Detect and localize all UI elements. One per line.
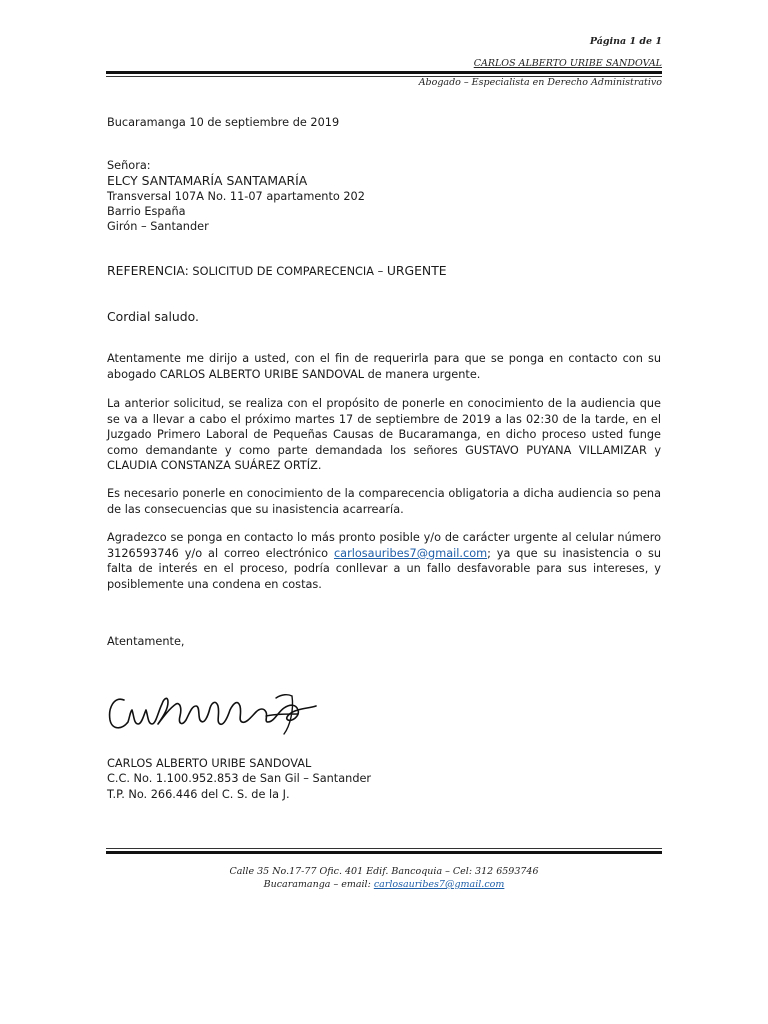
reference-label: REFERENCIA: <box>107 263 189 278</box>
greeting: Cordial saludo. <box>107 309 199 324</box>
signer-id: C.C. No. 1.100.952.853 de San Gil – Santander <box>107 772 372 785</box>
salutation: Señora: <box>107 159 151 172</box>
recipient-address-1: Transversal 107A No. 11-07 apartamento 202 <box>107 190 365 203</box>
footer-email-link[interactable]: carlosauribes7@gmail.com <box>373 879 505 890</box>
footer-email-line <box>106 879 662 890</box>
paragraph-4-end: ; ya que su inasistencia o su falta de interés en el proceso, podría conllevar a un fallo desfavorable para sus intereses, y posiblemente una condena en costas. <box>107 546 662 591</box>
handwritten-signature <box>106 686 326 736</box>
footer-divider-thin <box>106 848 662 849</box>
letterhead-title: Abogado – Especialista en Derecho Administrativo <box>418 77 662 88</box>
date-line: Bucaramanga 10 de septiembre de 2019 <box>107 116 340 129</box>
paragraph-4-start: Agradezco se ponga en contacto lo más pronto posible y/o de carácter urgente al celular número 3126593746 y/o al correo electrónico <box>107 531 661 560</box>
reference-urgent: URGENTE <box>386 263 447 278</box>
signer-professional-card: T.P. No. 266.446 del C. S. de la J. <box>107 788 290 801</box>
paragraph-3: Es necesario ponerle en conocimiento de la comparecencia obligatoria a dicha audiencia so pena de las consecuencias que su inasistencia acarrearía. <box>107 487 661 516</box>
recipient-address-3: Girón – Santander <box>107 220 209 233</box>
footer-divider <box>106 851 662 854</box>
paragraph-4 <box>107 530 661 592</box>
email-link[interactable]: carlosauribes7@gmail.com <box>333 546 488 560</box>
reference-line <box>107 263 447 279</box>
reference-text: SOLICITUD DE COMPARECENCIA – <box>188 265 387 278</box>
footer-address: Calle 35 No.17-77 Ofic. 401 Edif. Bancoquia – Cel: 312 6593746 <box>229 866 539 877</box>
footer-email-prefix: Bucaramanga – email: <box>263 879 374 890</box>
page-number: Página 1 de 1 <box>589 36 662 47</box>
closing: Atentamente, <box>107 635 185 648</box>
header-divider <box>106 71 662 74</box>
paragraph-2: La anterior solicitud, se realiza con el propósito de ponerle en conocimiento de la audiencia que se va a llevar a cabo el próximo martes 17 de septiembre de 2019 a las 02:30 de la tarde, en el Juzgado Primero Laboral de Pequeñas Causas de Bucaramanga, en dicho proceso usted funge como demandante y como parte demandada los señores GUSTAVO PUYANA VILLAMIZAR y CLAUDIA CONSTANZA SUÁREZ ORTÍZ. <box>107 397 661 472</box>
recipient-address-2: Barrio España <box>107 205 186 218</box>
recipient-name: ELCY SANTAMARÍA SANTAMARÍA <box>107 173 308 188</box>
paragraph-1: Atentamente me dirijo a usted, con el fin de requerirla para que se ponga en contacto con su abogado CARLOS ALBERTO URIBE SANDOVAL de manera urgente. <box>107 352 661 381</box>
letterhead-name: CARLOS ALBERTO URIBE SANDOVAL <box>473 58 662 69</box>
signer-name: CARLOS ALBERTO URIBE SANDOVAL <box>107 757 312 770</box>
